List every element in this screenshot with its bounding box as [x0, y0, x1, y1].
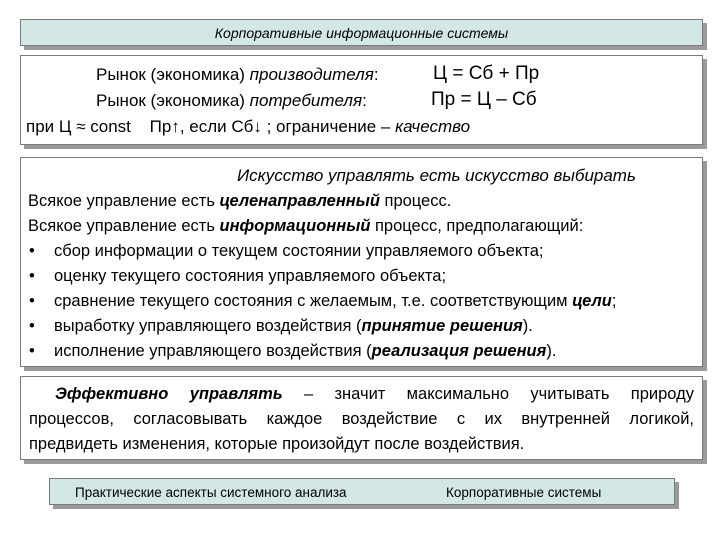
consumer-market-line: Рынок (экономика) потребителя: — [96, 91, 367, 110]
effective-line-1: Эффективно управлять – значит максимально учитывать природу — [55, 385, 694, 403]
bullet-icon: • — [29, 342, 35, 360]
footer-course-title: Практические аспекты системного анализа — [75, 485, 347, 500]
effective-management-panel — [20, 376, 703, 460]
effective-line-3: предвидеть изменения, которые произойдут после воздействия. — [29, 435, 525, 453]
title-banner — [20, 19, 703, 46]
condition-line: при Ц ≈ const Пр↑, если Сб↓ ; ограничение – качество — [26, 117, 471, 136]
statement-information: Всякое управление есть информационный процесс, предполагающий: — [28, 217, 584, 235]
arrow-up-icon: ↑ — [171, 117, 180, 136]
producer-formula: Ц = Сб + Пр — [433, 63, 540, 84]
consumer-formula: Пр = Ц – Сб — [431, 89, 537, 110]
page-title: Корпоративные информационные системы — [214, 25, 509, 41]
producer-market-line: Рынок (экономика) производителя: — [96, 65, 379, 84]
effective-line-2: процессов, согласовывать каждое воздействие с их внутренней логикой, — [29, 410, 694, 428]
management-panel: Искусство управлять есть искусство выбирать Всякое управление есть целенаправленный процесс. Всякое управление есть информационный процесс, предполагающий: • сбор информации о текущем состоянии управляемого объекта; • оценку текущего состояния управляемого объекта; • сравнение текущего состояния с желаемым, т.е. соответствующим цели; • выработку управляющего воздействия (принятие решения). • исполнение управляющего воздействия (реализация решения). — [20, 157, 703, 367]
arrow-down-icon: ↓ — [253, 117, 262, 136]
bullet-icon: • — [29, 267, 35, 285]
footer-section-title: Корпоративные системы — [446, 485, 602, 500]
bullet-icon: • — [29, 292, 35, 310]
approx-symbol: ≈ — [76, 117, 86, 136]
market-formulas-panel — [20, 55, 703, 145]
statement-goal: Всякое управление есть целенаправленный процесс. — [28, 192, 452, 210]
footer-bar — [49, 478, 675, 505]
bullet-icon: • — [29, 317, 35, 335]
management-heading: Искусство управлять есть искусство выбирать — [237, 166, 636, 185]
bullet-icon: • — [29, 242, 35, 260]
